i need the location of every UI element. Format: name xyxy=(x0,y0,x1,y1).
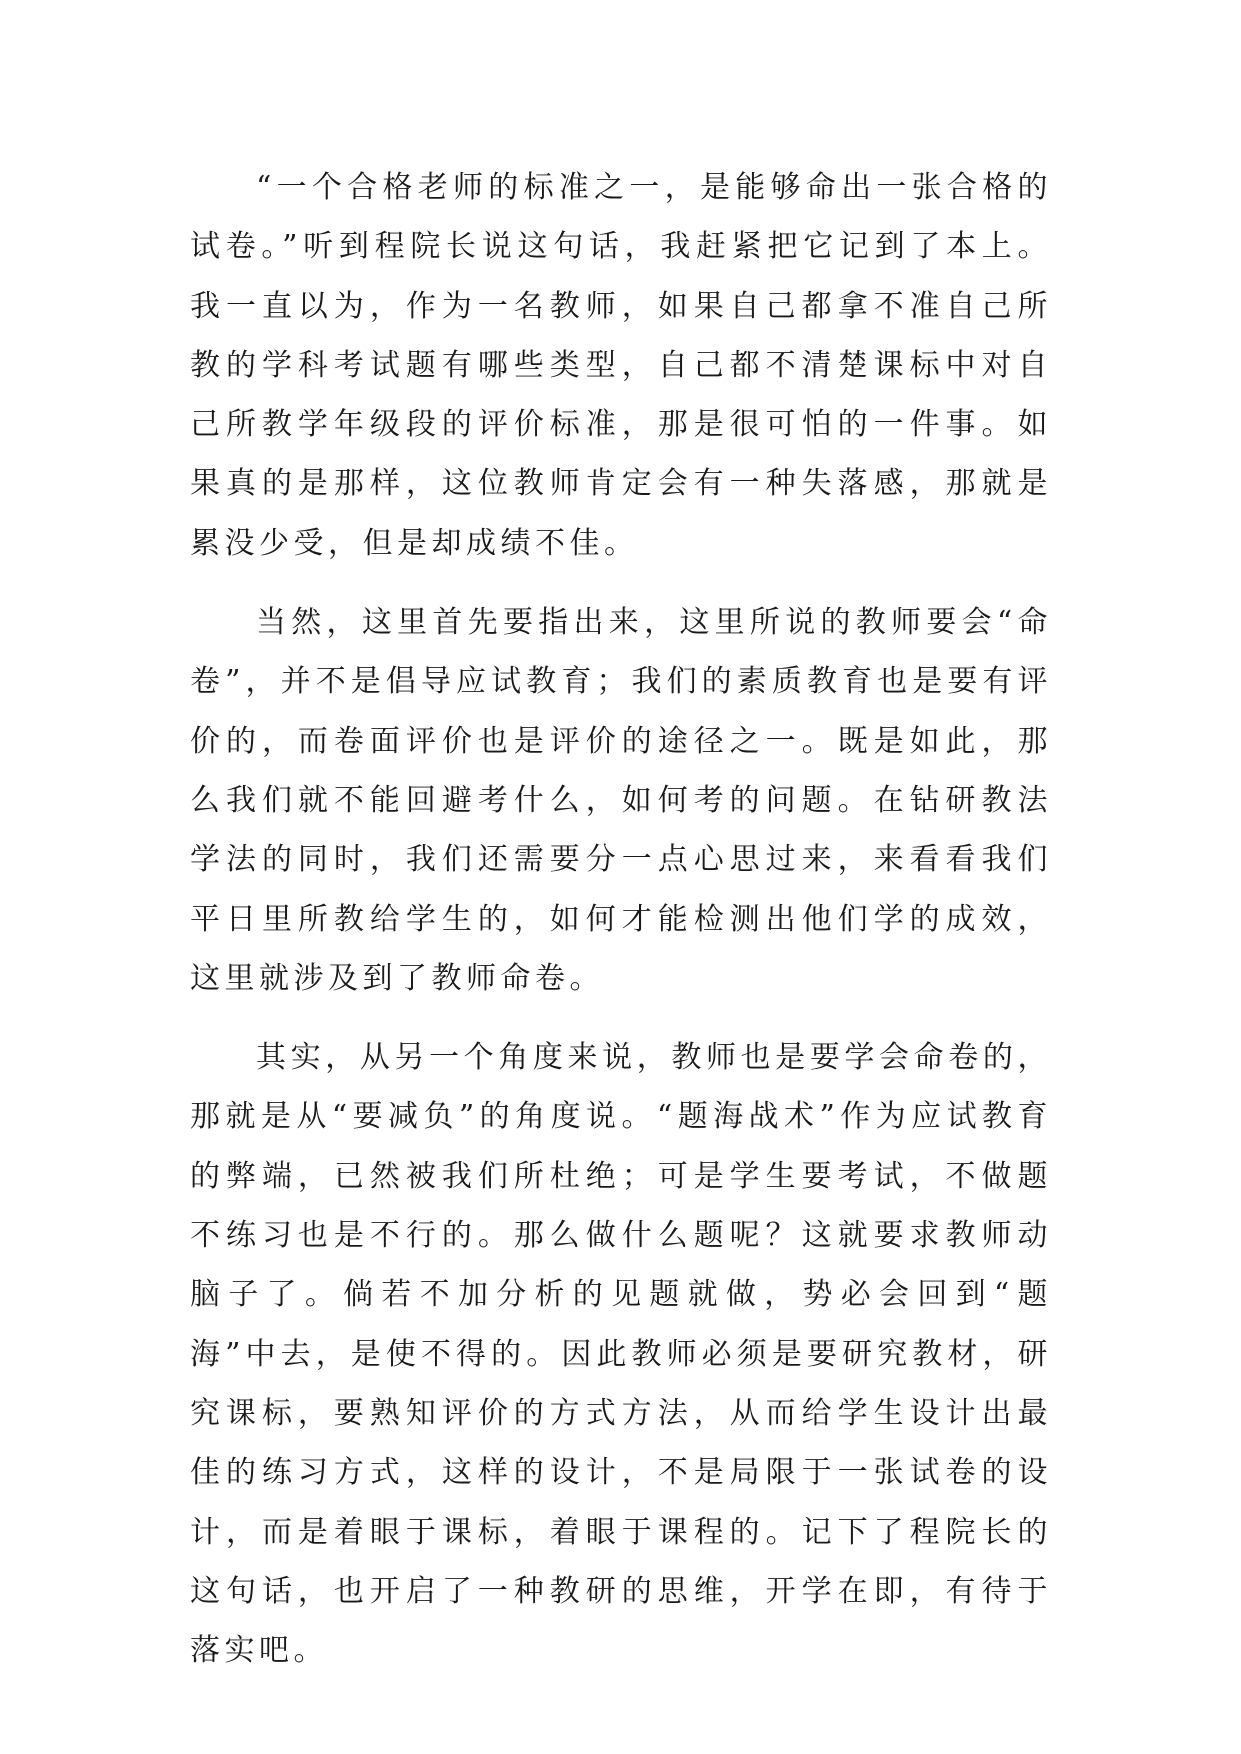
body-text xyxy=(190,158,1052,1700)
paragraph-3: 其实，从另一个角度来说，教师也是要学会命卷的，那就是从“要减负”的角度说。“题海战术”作为应试教育的弊端，已然被我们所杜绝；可是学生要考试，不做题不练习也是不行的。那么做什么题呢？这就要求教师动脑子了。倘若不加分析的见题就做，势必会回到“题海”中去，是使不得的。因此教师必须是要研究教材，研究课标，要熟知评价的方式方法，从而给学生设计出最佳的练习方式，这样的设计，不是局限于一张试卷的设计，而是着眼于课标，着眼于课程的。记下了程院长的这句话，也开启了一种教研的思维，开学在即，有待于落实吧。 xyxy=(190,1040,1052,1669)
paragraph-1: “一个合格老师的标准之一，是能够命出一张合格的试卷。”听到程院长说这句话，我赶紧把它记到了本上。我一直以为，作为一名教师，如果自己都拿不准自己所教的学科考试题有哪些类型，自己都不清楚课标中对自己所教学年级段的评价标准，那是很可怕的一件事。如果真的是那样，这位教师肯定会有一种失落感，那就是累没少受，但是却成绩不佳。 xyxy=(190,170,1052,561)
paragraph-2: 当然，这里首先要指出来，这里所说的教师要会“命卷”，并不是倡导应试教育；我们的素质教育也是要有评价的，而卷面评价也是评价的途径之一。既是如此，那么我们就不能回避考什么，如何考的问题。在钻研教法学法的同时，我们还需要分一点心思过来，来看看我们平日里所教给学生的，如何才能检测出他们学的成效，这里就涉及到了教师命卷。 xyxy=(190,605,1052,996)
